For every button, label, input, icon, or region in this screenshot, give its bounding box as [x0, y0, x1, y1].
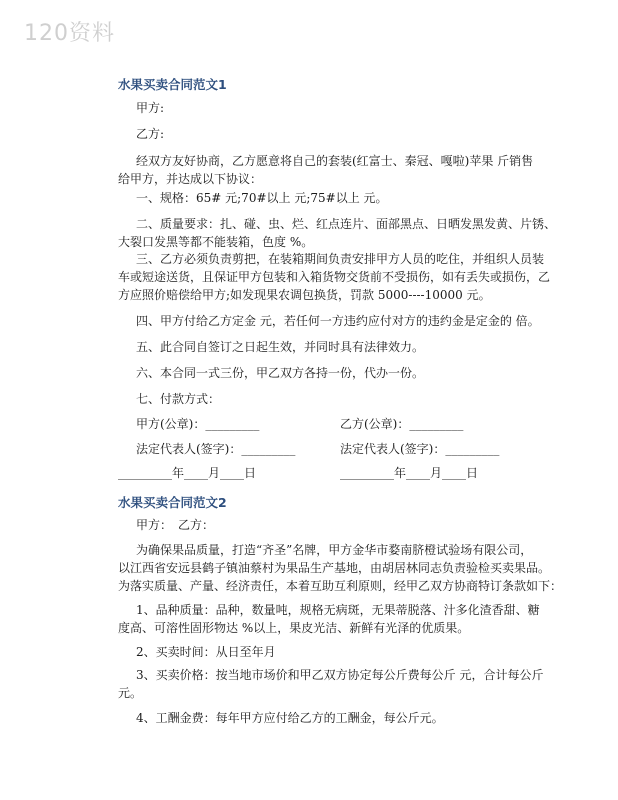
party-b-rep-field: 法定代表人(签字)：_________ [340, 442, 500, 456]
clause-7-payment: 七、付款方式： [136, 392, 221, 406]
section1-intro-line2: 给甲方，并达成以下协议： [118, 172, 263, 186]
party-b-seal-field: 乙方(公章)：_________ [340, 417, 464, 431]
section1-title: 水果买卖合同范文1 [118, 77, 227, 92]
section2-intro-line1: 为确保果品质量，打造“齐圣”名牌，甲方金华市婺南脐橙试验场有限公司， [136, 543, 533, 557]
item-1-line2: 度高、可溶性固形物达 %以上，果皮光洁、新鲜有光泽的优质果。 [118, 621, 470, 635]
clause-6-copies: 六、本合同一式三份，甲乙双方各持一份，代办一份。 [136, 366, 425, 380]
clause-4-deposit: 四、甲方付给乙方定金 元，若任何一方违约应付对方的违约金是定金的 倍。 [136, 314, 540, 328]
clause-3-line2: 车或短途送货，且保证甲方包装和入箱货物交货前不受损伤，如有丢失或损伤，乙 [118, 270, 551, 284]
party-b-date-field: _________年____月____日 [340, 466, 479, 480]
item-4-fee: 4、工酬金费：每年甲方应付给乙方的工酬金，每公斤元。 [136, 711, 444, 725]
section2-intro-line2: 以江西省安远县鹤子镇油蔡村为果品生产基地，由胡居林同志负责验检买卖果品。 [118, 561, 551, 575]
section2-parties: 甲方： 乙方： [136, 518, 215, 532]
clause-5-effective: 五、此合同自签订之日起生效，并同时具有法律效力。 [136, 340, 425, 354]
party-a-date-field: _________年____月____日 [118, 466, 257, 480]
clause-3-line1: 三、乙方必须负责剪把，在装箱期间负责安排甲方人员的吃住，并组织人员装 [136, 252, 545, 266]
section2-intro-line3: 为落实质量、产量、经济责任，本着互助互利原则，经甲乙双方协商特订条款如下： [118, 579, 563, 593]
clause-2-line2: 大裂口发黑等都不能装箱，色度 %。 [118, 235, 314, 249]
item-3-line2: 元。 [118, 686, 143, 700]
clause-1-spec: 一、规格：65# 元;70#以上 元;75#以上 元。 [136, 191, 388, 205]
section1-party-a: 甲方: [136, 101, 165, 115]
item-2-time: 2、买卖时间：从日至年月 [136, 645, 276, 659]
section2-title: 水果买卖合同范文2 [118, 495, 227, 510]
party-a-rep-field: 法定代表人(签字)：_________ [136, 442, 296, 456]
item-3-line1: 3、买卖价格：按当地市场价和甲乙双方协定每公斤费每公斤 元，合计每公斤 [136, 668, 544, 682]
watermark-text: 120资料 [24, 21, 115, 46]
section1-intro-line1: 经双方友好协商，乙方愿意将自己的套装(红富士、秦冠、嘎啦)苹果 斤销售 [136, 154, 534, 168]
clause-2-line1: 二、质量要求：扎、碰、虫、烂、红点连片、面部黑点、日晒发黑发黄、片锈、 [136, 217, 557, 231]
party-a-seal-field: 甲方(公章)：_________ [136, 417, 260, 431]
item-1-line1: 1、品种质量：品种，数量吨，规格无病斑，无果蒂脱落、汁多化渣香甜、糖 [136, 603, 540, 617]
section1-party-b: 乙方: [136, 127, 165, 141]
clause-3-line3: 方应照价赔偿给甲方;如发现果农调包换货，罚款 5000----10000 元。 [118, 288, 491, 302]
